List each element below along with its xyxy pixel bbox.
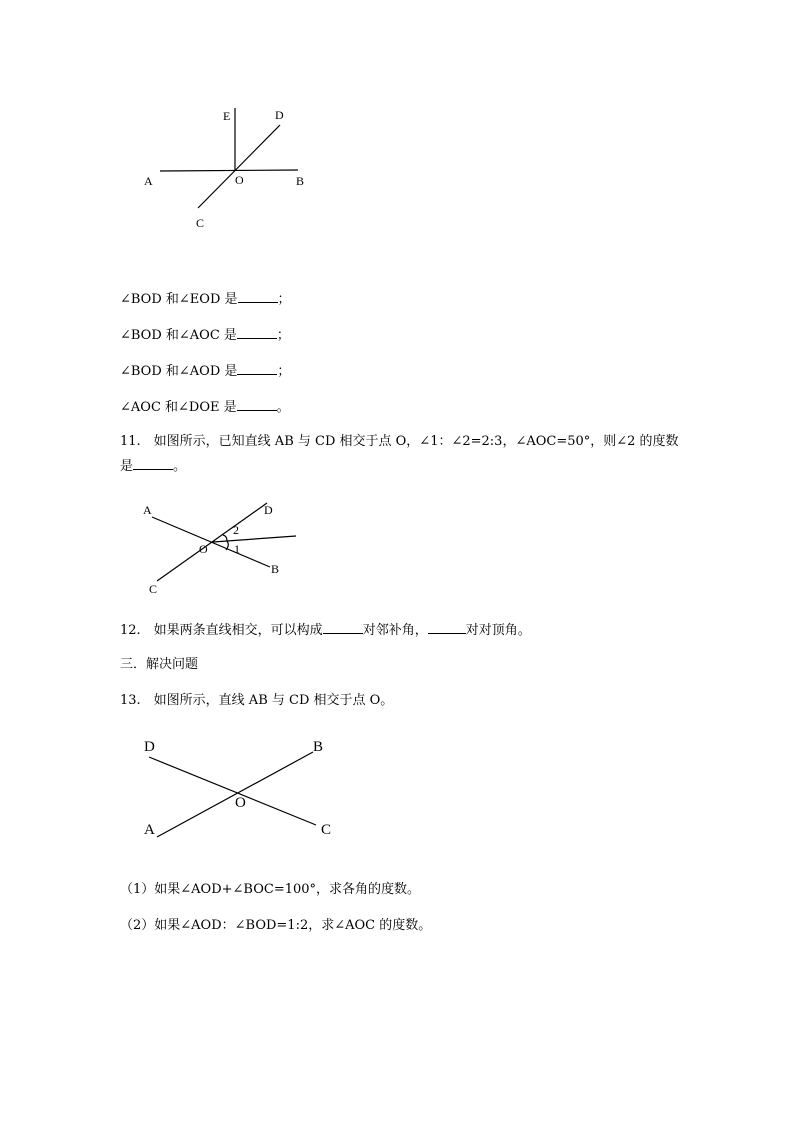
angle-2-arc: [223, 535, 227, 541]
label-angle-2: 2: [233, 523, 239, 537]
q10-item-4-end: 。: [276, 400, 290, 415]
label-d: D: [264, 503, 273, 517]
answer-blank[interactable]: [237, 362, 277, 375]
q13-sub-1: （1）如果∠AOD+∠BOC=100°，求各角的度数。: [120, 882, 421, 897]
q10-item-1: [120, 290, 291, 308]
q12-part-3: 对对顶角。: [465, 623, 531, 638]
label-b: B: [296, 174, 305, 188]
label-c: C: [196, 216, 205, 230]
q12-part-1: 12. 如果两条直线相交，可以构成: [120, 623, 323, 638]
q10-item-3-text: ∠BOD 和∠AOD 是: [120, 364, 238, 379]
line-ab: [160, 170, 298, 171]
q11-end: 。: [173, 459, 187, 474]
label-e: E: [223, 109, 231, 123]
q13-sub-2: （2）如果∠AOD：∠BOD=1:2，求∠AOC 的度数。: [120, 918, 432, 933]
q11-prefix: 是: [120, 459, 134, 474]
q10-item-2: [120, 326, 290, 344]
label-d: D: [144, 739, 155, 755]
label-c: C: [149, 582, 158, 596]
q12: [120, 621, 531, 639]
answer-blank[interactable]: [133, 457, 173, 470]
q11-line-1: 11. 如图所示，已知直线 AB 与 CD 相交于点 O，∠1：∠2=2:3，∠AOC=50°，则∠2 的度数: [120, 434, 679, 449]
q10-item-3: [120, 362, 290, 380]
line-cd: [157, 503, 267, 581]
answer-blank[interactable]: [237, 398, 277, 411]
q10-item-3-end: ；: [277, 364, 291, 379]
q10-item-4-text: ∠AOC 和∠DOE 是: [120, 400, 237, 415]
label-b: B: [313, 739, 324, 755]
section-heading: 三．解决问题: [120, 657, 199, 672]
line-dc: [149, 757, 316, 825]
q10-item-2-text: ∠BOD 和∠AOC 是: [120, 328, 237, 343]
q12-part-2: 对邻补角，: [362, 623, 428, 638]
answer-blank[interactable]: [323, 621, 363, 634]
q10-item-4: [120, 398, 290, 416]
label-o: O: [235, 795, 246, 811]
answer-blank[interactable]: [237, 326, 277, 339]
figure-1-intersecting-lines: [130, 100, 330, 240]
label-o: O: [199, 542, 208, 556]
label-a: A: [144, 822, 155, 838]
answer-blank[interactable]: [428, 621, 466, 634]
figure-2-intersecting-lines: [130, 495, 320, 600]
label-d: D: [275, 108, 284, 122]
label-c: C: [321, 822, 332, 838]
line-cd: [198, 125, 280, 208]
label-angle-1: 1: [234, 542, 240, 556]
q10-item-1-text: ∠BOD 和∠EOD 是: [120, 292, 238, 307]
label-a: A: [143, 503, 152, 517]
figure-3-intersecting-lines: [130, 730, 350, 845]
q11-line-2: [120, 457, 186, 475]
label-a: A: [144, 174, 153, 188]
answer-blank[interactable]: [238, 290, 278, 303]
q10-item-2-end: ；: [276, 328, 290, 343]
label-b: B: [271, 562, 280, 576]
label-o: O: [235, 173, 244, 187]
q10-item-1-end: ；: [277, 292, 291, 307]
q13-stem: 13. 如图所示，直线 AB 与 CD 相交于点 O。: [120, 693, 394, 708]
